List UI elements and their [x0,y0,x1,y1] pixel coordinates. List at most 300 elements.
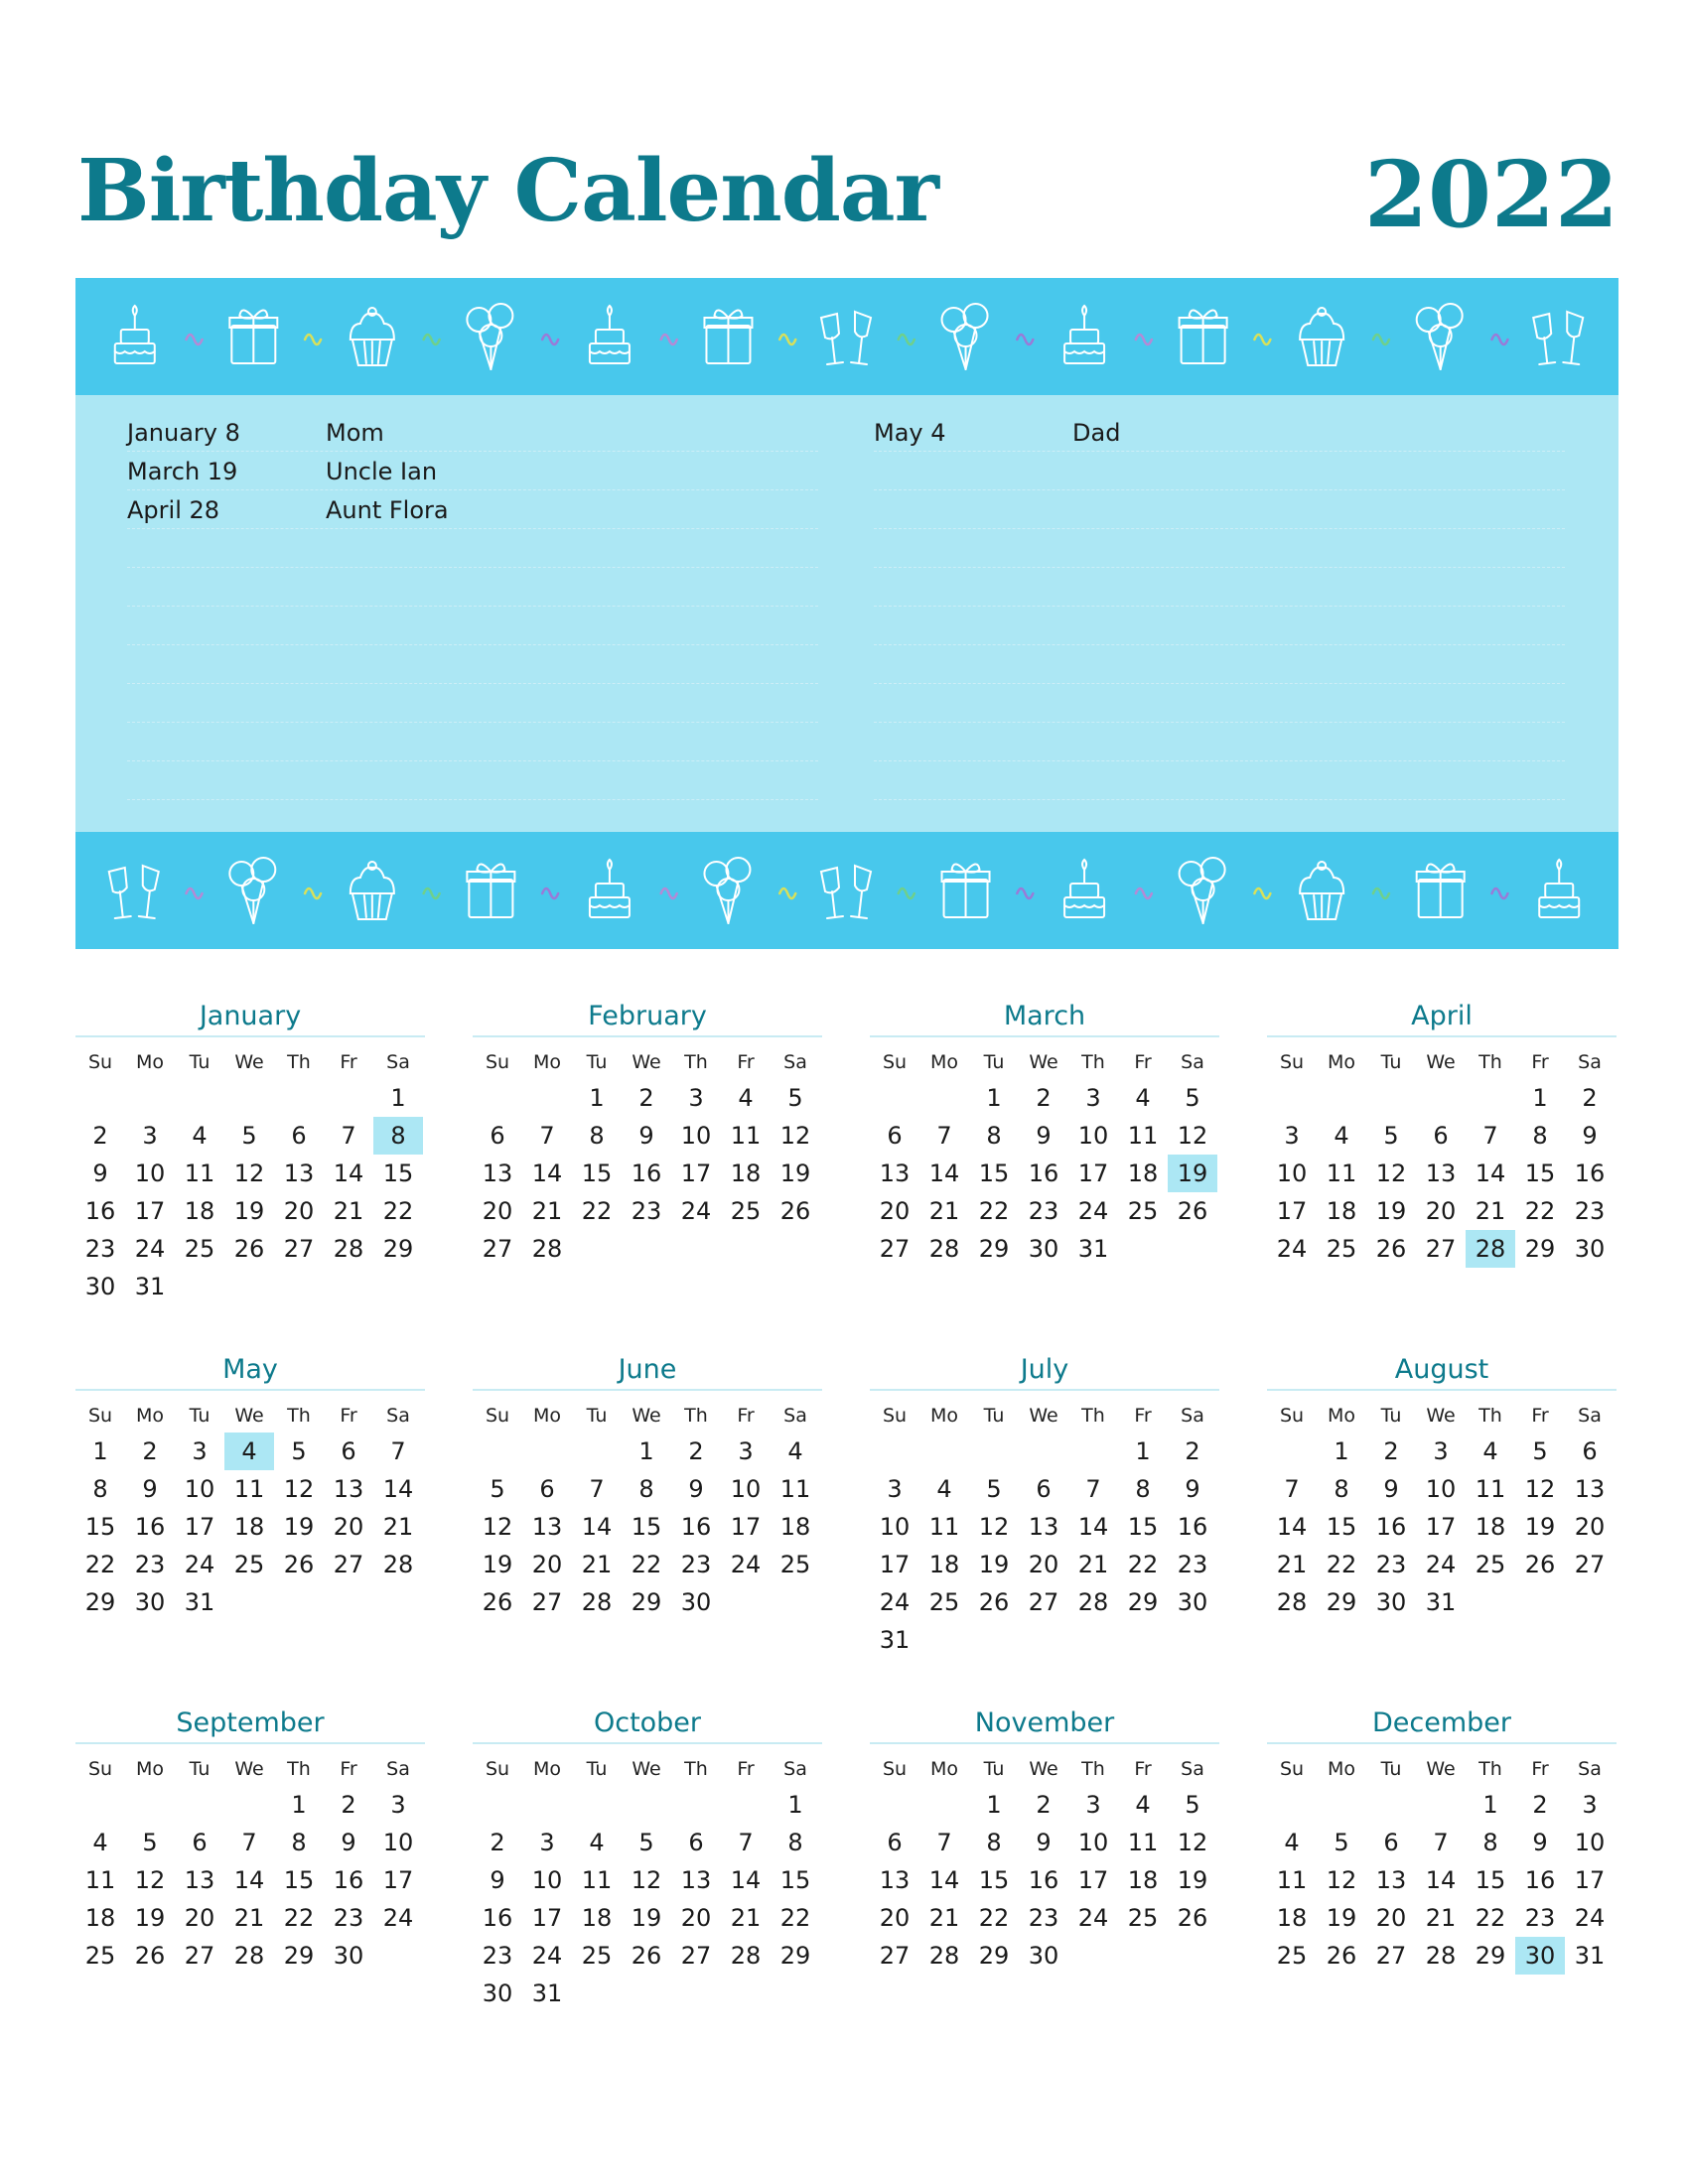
day-cell: 4 [1284,1829,1300,1856]
weekday-label: Mo [135,1051,165,1073]
month-name: December [1267,1705,1617,1744]
day-cell: 27 [1574,1551,1606,1578]
gift-icon [1417,864,1465,917]
day-cell: 26 [631,1942,662,1970]
day-cell: 12 [1177,1829,1208,1856]
weekday-label: Mo [532,1051,562,1073]
empty-cell [324,1079,373,1117]
weekday-header [75,1758,425,1786]
weekday-label: Su [1279,1405,1305,1427]
birthday-day: 8 [373,1117,423,1155]
day-cell: 6 [688,1829,704,1856]
day-cell: 28 [333,1235,364,1263]
day-cell: 3 [142,1122,158,1150]
weekday-label: Su [1279,1758,1305,1780]
day-cell: 1 [1532,1084,1548,1112]
squiggle-icon [899,888,914,898]
weekday-label: Su [485,1405,510,1427]
day-cell: 15 [779,1866,811,1894]
weekday-label: We [1426,1758,1456,1780]
weekday-label: Tu [189,1405,211,1427]
day-cell: 10 [1574,1829,1606,1856]
day-cell: 13 [482,1160,513,1187]
day-cell: 13 [1574,1475,1606,1503]
day-cell: 2 [1036,1791,1052,1819]
day-cell: 7 [1433,1829,1449,1856]
empty-cell [473,1079,522,1117]
day-cell: 5 [787,1084,803,1112]
day-cell: 21 [1276,1551,1308,1578]
day-cell: 14 [1425,1866,1457,1894]
day-cell: 13 [184,1866,215,1894]
day-cell: 20 [531,1551,563,1578]
day-grid [75,1433,425,1621]
weekday-label: Th [1478,1051,1502,1073]
day-cell: 22 [631,1551,662,1578]
day-cell: 19 [779,1160,811,1187]
day-grid [473,1786,822,2012]
weekday-label: Tu [1380,1051,1402,1073]
day-cell: 13 [1375,1866,1407,1894]
day-cell: 22 [1475,1904,1506,1932]
day-cell: 15 [84,1513,116,1541]
birthday-entry [874,413,1565,452]
day-cell: 13 [283,1160,315,1187]
empty-cell [1267,1079,1317,1117]
birthday-entry [127,529,818,568]
weekday-header [473,1405,822,1433]
day-cell: 19 [978,1551,1010,1578]
birthday-entry [127,568,818,607]
weekday-label: Sa [783,1405,807,1427]
day-cell: 26 [1524,1551,1556,1578]
day-cell: 16 [1375,1513,1407,1541]
day-cell: 22 [581,1197,613,1225]
squiggle-icon [305,888,321,898]
day-cell: 17 [1077,1866,1109,1894]
day-cell: 2 [688,1437,704,1465]
day-cell: 18 [1326,1197,1357,1225]
day-cell: 18 [779,1513,811,1541]
day-cell: 14 [581,1513,613,1541]
day-cell: 5 [142,1829,158,1856]
day-cell: 8 [291,1829,307,1856]
day-cell: 16 [631,1160,662,1187]
weekday-label: Sa [386,1405,410,1427]
squiggle-icon [661,888,677,898]
day-cell: 21 [1475,1197,1506,1225]
weekday-header [870,1758,1219,1786]
day-cell: 25 [1326,1235,1357,1263]
day-cell: 23 [134,1551,166,1578]
day-cell: 14 [1475,1160,1506,1187]
balloons-icon [1417,304,1463,369]
birthday-day: 30 [1515,1937,1565,1975]
day-cell: 1 [787,1791,803,1819]
day-cell: 27 [1028,1588,1059,1616]
day-cell: 20 [1028,1551,1059,1578]
empty-cell [1267,1786,1317,1824]
day-cell: 5 [638,1829,654,1856]
day-cell: 9 [1036,1122,1052,1150]
month-name: February [473,998,822,1037]
day-grid [870,1079,1219,1268]
squiggle-icon [305,335,321,344]
day-cell: 23 [482,1942,513,1970]
day-cell: 3 [1284,1122,1300,1150]
day-cell: 2 [1185,1437,1200,1465]
day-cell: 8 [1334,1475,1349,1503]
day-cell: 27 [333,1551,364,1578]
weekday-label: Th [287,1051,311,1073]
day-cell: 26 [482,1588,513,1616]
day-cell: 14 [1077,1513,1109,1541]
empty-cell [969,1433,1019,1470]
day-cell: 19 [233,1197,265,1225]
day-cell: 23 [1524,1904,1556,1932]
day-cell: 10 [879,1513,911,1541]
day-cell: 18 [1475,1513,1506,1541]
balloons-icon [467,304,512,369]
day-cell: 29 [978,1942,1010,1970]
day-cell: 19 [283,1513,315,1541]
day-cell: 6 [1582,1437,1598,1465]
weekday-label: Fr [1134,1758,1152,1780]
squiggle-icon [1254,335,1270,344]
day-cell: 26 [1326,1942,1357,1970]
birthday-date: March 19 [127,458,238,485]
birthday-entry [874,761,1565,800]
day-cell: 30 [1028,1942,1059,1970]
day-cell: 4 [589,1829,605,1856]
day-cell: 18 [1276,1904,1308,1932]
empty-cell [622,1786,671,1824]
weekday-label: Mo [929,1758,959,1780]
weekday-label: Tu [189,1051,211,1073]
day-cell: 29 [382,1235,414,1263]
day-cell: 4 [787,1437,803,1465]
day-cell: 3 [539,1829,555,1856]
day-cell: 28 [1425,1942,1457,1970]
empty-cell [473,1786,522,1824]
squiggle-icon [779,335,795,344]
day-grid [1267,1786,1617,1975]
day-cell: 28 [1077,1588,1109,1616]
day-cell: 12 [482,1513,513,1541]
birthday-day: 19 [1168,1155,1217,1192]
birthday-person: Aunt Flora [326,496,449,524]
day-cell: 16 [1574,1160,1606,1187]
empty-cell [1416,1786,1466,1824]
squiggle-icon [1491,335,1507,344]
month-name: April [1267,998,1617,1037]
weekday-label: We [1029,1405,1058,1427]
day-cell: 7 [1085,1475,1101,1503]
balloons-icon [942,304,988,369]
weekday-label: Su [485,1051,510,1073]
decor-strip-bottom [75,832,1618,949]
day-cell: 24 [1276,1235,1308,1263]
day-cell: 18 [928,1551,960,1578]
day-cell: 10 [382,1829,414,1856]
day-cell: 7 [589,1475,605,1503]
day-cell: 29 [1326,1588,1357,1616]
weekday-header [1267,1405,1617,1433]
day-cell: 24 [1425,1551,1457,1578]
weekday-label: Fr [737,1051,755,1073]
empty-cell [1317,1079,1366,1117]
day-cell: 20 [184,1904,215,1932]
empty-cell [1267,1433,1317,1470]
month-december [1267,1705,1617,1975]
day-cell: 15 [1326,1513,1357,1541]
day-cell: 30 [1028,1235,1059,1263]
day-cell: 26 [779,1197,811,1225]
empty-cell [919,1079,969,1117]
day-cell: 4 [936,1475,952,1503]
day-cell: 1 [1135,1437,1151,1465]
day-cell: 7 [738,1829,754,1856]
day-cell: 8 [1532,1122,1548,1150]
squiggle-icon [187,888,203,898]
day-cell: 4 [1135,1791,1151,1819]
balloons-icon [1180,858,1225,923]
birthday-person: Mom [326,419,384,447]
weekday-label: Su [882,1405,908,1427]
weekday-label: Su [87,1051,113,1073]
weekday-header [473,1758,822,1786]
day-grid [473,1079,822,1268]
cupcake-icon [1300,862,1343,919]
day-cell: 17 [1425,1513,1457,1541]
weekday-label: Fr [340,1051,357,1073]
day-cell: 11 [184,1160,215,1187]
day-cell: 30 [482,1979,513,2007]
birthday-entry [874,645,1565,684]
weekday-label: Fr [340,1758,357,1780]
month-september [75,1705,425,1975]
month-march [870,998,1219,1268]
weekday-label: Mo [135,1405,165,1427]
day-cell: 25 [730,1197,762,1225]
month-name: March [870,998,1219,1037]
empty-cell [572,1786,622,1824]
weekday-label: Fr [1531,1758,1549,1780]
day-cell: 11 [1475,1475,1506,1503]
cake-icon [590,306,630,363]
day-cell: 8 [638,1475,654,1503]
day-cell: 13 [680,1866,712,1894]
day-cell: 21 [730,1904,762,1932]
day-cell: 13 [531,1513,563,1541]
day-cell: 7 [1284,1475,1300,1503]
weekday-label: We [632,1051,661,1073]
day-cell: 28 [928,1235,960,1263]
gift-icon [467,864,514,917]
birthday-entry [127,761,818,800]
page-title: Birthday Calendar [77,141,938,241]
balloons-icon [229,858,275,923]
day-cell: 25 [581,1942,613,1970]
weekday-label: Sa [1181,1051,1204,1073]
day-cell: 7 [341,1122,356,1150]
day-cell: 28 [1276,1588,1308,1616]
day-cell: 15 [283,1866,315,1894]
birthday-entry [874,529,1565,568]
squiggle-icon [424,888,440,898]
day-cell: 26 [233,1235,265,1263]
day-cell: 22 [1127,1551,1159,1578]
weekday-label: Fr [737,1405,755,1427]
empty-cell [522,1433,572,1470]
birthday-person: Uncle Ian [326,458,438,485]
day-cell: 9 [92,1160,108,1187]
day-cell: 15 [978,1160,1010,1187]
cupcake-icon [1300,308,1343,365]
day-grid [75,1786,425,1975]
squiggle-icon [1373,335,1389,344]
day-cell: 11 [581,1866,613,1894]
day-cell: 27 [879,1235,911,1263]
birthday-notes [75,395,1618,832]
day-cell: 27 [879,1942,911,1970]
day-cell: 5 [291,1437,307,1465]
birthday-entry [127,413,818,452]
day-cell: 17 [1077,1160,1109,1187]
birthday-entry [127,490,818,529]
day-cell: 10 [1077,1829,1109,1856]
day-cell: 16 [1177,1513,1208,1541]
cupcake-icon [351,308,394,365]
day-cell: 21 [1077,1551,1109,1578]
day-cell: 6 [539,1475,555,1503]
day-cell: 17 [1276,1197,1308,1225]
day-cell: 22 [779,1904,811,1932]
day-cell: 28 [581,1588,613,1616]
day-cell: 1 [1334,1437,1349,1465]
day-cell: 1 [1482,1791,1498,1819]
empty-cell [870,1786,919,1824]
weekday-header [1267,1758,1617,1786]
day-cell: 16 [333,1866,364,1894]
day-cell: 22 [1326,1551,1357,1578]
empty-cell [1317,1786,1366,1824]
day-cell: 7 [936,1829,952,1856]
empty-cell [1019,1433,1068,1470]
weekday-label: Fr [1531,1405,1549,1427]
day-cell: 14 [333,1160,364,1187]
day-cell: 19 [482,1551,513,1578]
day-cell: 17 [1574,1866,1606,1894]
day-cell: 7 [936,1122,952,1150]
day-cell: 2 [490,1829,505,1856]
weekday-label: Tu [983,1051,1005,1073]
day-cell: 18 [730,1160,762,1187]
day-cell: 11 [1127,1829,1159,1856]
month-name: June [473,1351,822,1391]
day-cell: 26 [978,1588,1010,1616]
weekday-label: Tu [586,1758,608,1780]
squiggle-icon [779,888,795,898]
empty-cell [671,1786,721,1824]
day-cell: 2 [1383,1437,1399,1465]
squiggle-icon [424,335,440,344]
day-cell: 5 [1532,1437,1548,1465]
day-grid [1267,1079,1617,1268]
day-cell: 12 [1326,1866,1357,1894]
day-cell: 14 [233,1866,265,1894]
day-cell: 9 [1532,1829,1548,1856]
empty-cell [175,1079,224,1117]
squiggle-icon [1373,888,1389,898]
day-cell: 23 [1574,1197,1606,1225]
day-cell: 23 [1028,1904,1059,1932]
day-cell: 7 [1482,1122,1498,1150]
day-cell: 14 [730,1866,762,1894]
empty-cell [224,1079,274,1117]
weekday-header [1267,1051,1617,1079]
birthday-entry [127,452,818,490]
day-cell: 31 [134,1273,166,1300]
day-cell: 2 [638,1084,654,1112]
day-cell: 19 [1524,1513,1556,1541]
day-cell: 13 [1028,1513,1059,1541]
weekday-header [870,1405,1219,1433]
day-cell: 15 [631,1513,662,1541]
day-grid [75,1079,425,1305]
day-cell: 13 [1425,1160,1457,1187]
empty-cell [175,1786,224,1824]
weekday-header [870,1051,1219,1079]
weekday-header [75,1405,425,1433]
day-cell: 6 [1383,1829,1399,1856]
day-cell: 11 [730,1122,762,1150]
day-cell: 17 [134,1197,166,1225]
day-cell: 14 [928,1866,960,1894]
day-cell: 20 [1375,1904,1407,1932]
month-name: May [75,1351,425,1391]
day-cell: 4 [92,1829,108,1856]
day-cell: 12 [134,1866,166,1894]
squiggle-icon [187,335,203,344]
day-cell: 30 [333,1942,364,1970]
day-cell: 14 [382,1475,414,1503]
squiggle-icon [1491,888,1507,898]
day-cell: 3 [1085,1084,1101,1112]
birthday-entry [874,607,1565,645]
day-cell: 11 [1326,1160,1357,1187]
day-cell: 16 [134,1513,166,1541]
weekday-label: We [1029,1051,1058,1073]
weekday-label: We [632,1405,661,1427]
day-cell: 8 [986,1829,1002,1856]
day-cell: 15 [1127,1513,1159,1541]
day-cell: 21 [581,1551,613,1578]
empty-cell [1366,1786,1416,1824]
day-cell: 5 [1334,1829,1349,1856]
day-cell: 18 [184,1197,215,1225]
day-cell: 23 [1028,1197,1059,1225]
day-cell: 1 [589,1084,605,1112]
day-cell: 2 [92,1122,108,1150]
day-cell: 17 [879,1551,911,1578]
day-cell: 11 [233,1475,265,1503]
day-cell: 1 [291,1791,307,1819]
weekday-label: Tu [189,1758,211,1780]
birthday-entry [874,490,1565,529]
squiggle-icon [661,335,677,344]
month-name: July [870,1351,1219,1391]
